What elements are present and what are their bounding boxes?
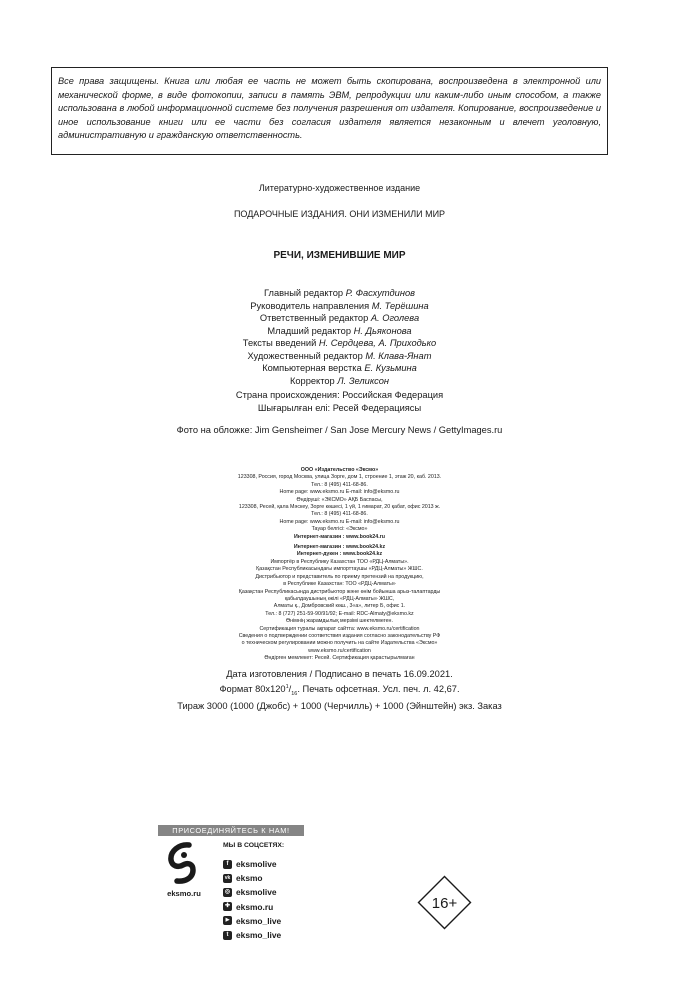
logo-caption[interactable]: eksmo.ru — [167, 889, 201, 898]
staff-line: Руководитель направления М. Терёшина — [250, 300, 429, 311]
staff-line: Художественный редактор М. Клава-Янат — [247, 350, 432, 361]
instagram-icon: ◎ — [224, 888, 231, 895]
social-label: eksmo_live — [236, 915, 282, 926]
twitter-icon: t — [223, 931, 232, 940]
social-label: eksmolive — [236, 887, 277, 898]
publisher-info — [0, 467, 679, 663]
conformity: Сведения о подтверждении соответствия издания согласно законодательству РФ — [238, 632, 441, 639]
staff-line: Компьютерная верстка Е. Кузьмина — [262, 363, 417, 373]
social-facebook[interactable] — [223, 857, 281, 871]
eksmo-logo-icon — [165, 842, 201, 884]
social-ok[interactable] — [223, 900, 281, 914]
vk-icon: vk — [224, 874, 231, 881]
validity: Өнімнің жарамдылық мерзімі шектелмеген. — [286, 618, 393, 625]
importer: Импортёр в Республику Казахстан ТОО «РДЦ-Алматы». — [270, 558, 409, 565]
social-youtube[interactable] — [223, 914, 281, 928]
conformity-2: о техническом регулировании можно получить на сайте Издательства «Эксмо» — [241, 640, 438, 647]
trademark: Тауар белгісі: «Эксмо» — [311, 526, 368, 533]
cover-photo-credit: Фото на обложке: Jim Gensheimer / San Jose Mercury News / GettyImages.ru — [176, 425, 503, 435]
social-twitter[interactable] — [223, 928, 281, 942]
distributor: Дистрибьютор и представитель по приему претензий на продукцию, — [255, 573, 424, 580]
series-title: ПОДАРОЧНЫЕ ИЗДАНИЯ. ОНИ ИЗМЕНИЛИ МИР — [233, 209, 446, 219]
facebook-icon: f — [223, 860, 232, 869]
conformity-3: www.eksmo.ru/certification — [308, 647, 371, 654]
origin-ru: Страна происхождения: Российская Федерация — [235, 390, 444, 400]
staff-line: Тексты введений Н. Сердцева, А. Приходько — [242, 338, 437, 348]
publisher-name: ООО «Издательство «Эксмо» — [300, 467, 379, 473]
book-title: РЕЧИ, ИЗМЕНИВШИЕ МИР — [273, 250, 406, 261]
shop-kz: Интернет-дүкен : www.book24.kz — [296, 551, 383, 558]
social-title: МЫ В СОЦСЕТЯХ: — [223, 842, 285, 849]
almaty-phone: Тел.: 8 (727) 251-59-90/91/92; E-mail: RDC-Almaty@eksmo.kz — [265, 610, 414, 617]
social-list — [223, 857, 281, 942]
shop-ru: Интернет-магазин : www.book24.ru — [294, 533, 385, 540]
age-rating-badge — [417, 875, 472, 930]
publisher-kz-address: 123308, Ресей, қала Мәскеу, Зорге көшесі, 1 үй, 1 ғимарат, 20 қабат, офис 2013 ж. — [238, 504, 441, 511]
distributor-2: в Республике Казахстан: ТОО «РДЦ-Алматы» — [283, 581, 396, 588]
importer-kz: Қазақстан Республикасындағы импорттаушы «РДЦ-Алматы» ЖШС. — [256, 566, 423, 573]
staff-line: Младший редактор Н. Дьяконова — [267, 325, 412, 336]
publisher-kz-phone: Тел.: 8 (495) 411-68-86. — [311, 511, 368, 518]
shop-kz-ru: Интернет-магазин : www.book24.kz — [293, 544, 386, 551]
origin-kz: Шығарылған елі: Ресей Федерациясы — [257, 402, 422, 413]
print-run: Тираж 3000 (1000 (Джобс) + 1000 (Черчилль) + 1000 (Эйнштейн) экз. Заказ — [177, 701, 502, 712]
origin-block — [0, 389, 679, 414]
publisher-homepage: Home page: www.eksmo.ru E-mail: info@eksmo.ru — [279, 489, 400, 496]
almaty-address: Алматы қ., Домбровский көш., 3«а», литер Б, офис 1. — [273, 603, 406, 610]
print-info — [0, 668, 679, 713]
publisher-address: 123308, Россия, город Москва, улица Зорге, дом 1, строение 1, этаж 20, каб. 2013. — [237, 474, 442, 481]
social-label: eksmo_live — [236, 930, 282, 941]
origin-small: Өндірген мемлекет: Ресей. Сертификация қарастырылмаған — [264, 655, 415, 662]
publisher-kz-name: Өндіруші: «ЭКСМО» АҚБ Баспасы, — [296, 496, 383, 503]
age-rating-text: 16+ — [431, 895, 458, 912]
staff-line: Главный редактор Р. Фасхутдинов — [264, 288, 415, 298]
publisher-kz-homepage: Home page: www.eksmo.ru E-mail: info@eksmo.ru — [279, 518, 400, 525]
social-label: eksmolive — [236, 859, 277, 870]
social-label: eksmo — [236, 873, 263, 884]
print-date: Дата изготовления / Подписано в печать 16.09.2021. — [226, 669, 453, 679]
social-instagram[interactable] — [223, 885, 281, 899]
distributor-kz: Қазақстан Республикасында дистрибьютор және өнім бойынша арыз-талаптарды — [238, 588, 441, 595]
copyright-notice — [51, 67, 608, 155]
staff-line: Корректор Л. Зеликсон — [289, 375, 390, 386]
publisher-phone: Тел.: 8 (495) 411-68-86. — [311, 481, 368, 488]
staff-line: Ответственный редактор А. Оголева — [259, 313, 420, 323]
social-label: eksmo.ru — [236, 901, 274, 912]
certification: Сертификация туралы ақпарат сайтта: www.eksmo.ru/certification — [259, 625, 420, 632]
social-vk[interactable] — [223, 871, 281, 885]
print-format: Формат $80x120^1/_{16}$. Печать офсетная. Усл. печ. л. 42,67. — [219, 683, 460, 697]
youtube-icon: ▶ — [223, 916, 232, 925]
copyright-text: Все права защищены. Книга или любая ее часть не может быть скопирована, воспроизведена в электронной или механической форме, в виде фотокопии, записи в память ЭВМ, репродукции или каким-либо иным способом, а также использована в любой информационной системе без получения разрешения от издателя. Копирование, воспроизведение и иное использование книги или ее части без согласия издателя является незаконным и влечет уголовную, административную и гражданскую ответственность. — [58, 76, 601, 141]
ok-icon: ✚ — [224, 903, 231, 910]
staff-credits — [0, 287, 679, 387]
join-banner: ПРИСОЕДИНЯЙТЕСЬ К НАМ! — [158, 825, 304, 836]
distributor-kz-2: қабылдаушының өкілі «РДЦ-Алматы» ЖШС, — [284, 595, 395, 602]
edition-type: Литературно-художественное издание — [258, 183, 421, 193]
